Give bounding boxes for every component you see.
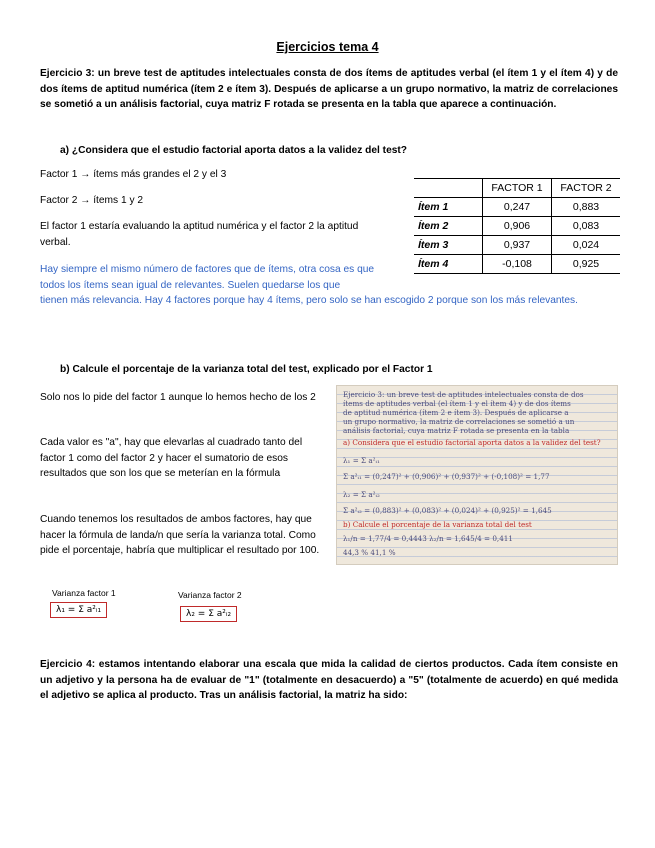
- table-header-empty: [414, 179, 483, 198]
- answer-b-paragraph-2: Cada valor es "a", hay que elevarlas al cuadrado tanto del factor 1 como del factor 2 y hacer el sumatorio de esos resultados que son los que se meterían en la fórmula: [40, 437, 303, 479]
- table-cell-factor-1: 0,906: [483, 217, 552, 236]
- photo-line: b) Calcule el porcentaje de la varianza total del test: [343, 520, 532, 529]
- table-row: [414, 198, 620, 217]
- factor-matrix-table: [414, 178, 620, 274]
- photo-line: Σ a²ᵢ₁ = (0,247)² + (0,906)² + (0,937)² + (-0,108)² = 1,77: [343, 472, 550, 481]
- table-item-label: Ítem 3: [414, 236, 483, 255]
- table-cell-factor-2: 0,024: [552, 236, 621, 255]
- handwritten-notes-photo: [336, 385, 618, 565]
- photo-line: de aptitud numérica (ítem 2 e ítem 3). Después de aplicarse a: [343, 408, 569, 417]
- varianza-factor-1-formula: λ₁ = Σ a²ᵢ₁: [50, 602, 107, 618]
- table-row: [414, 255, 620, 274]
- table-item-label: Ítem 4: [414, 255, 483, 274]
- page-title: Ejercicios tema 4: [276, 40, 379, 54]
- answer-a-line-3: El factor 1 estaría evaluando la aptitud numérica y el factor 2 la aptitud verbal.: [40, 221, 359, 248]
- varianza-factor-2-formula: λ₂ = Σ a²ᵢ₂: [180, 606, 237, 622]
- exercise-4-statement: Ejercicio 4: estamos intentando elaborar una escala que mida la calidad de ciertos productos. Cada ítem consiste en un adjetivo y la persona ha de evaluar de "1" (totalmente en desacuerdo) a "5" (totalmente de acuerdo) en qué medida el adjetivo se aplica al producto. Tras un análisis factorial, la matriz ha sido:: [40, 659, 618, 701]
- photo-line: λ₁/n = 1,77/4 = 0,4443 λ₂/n = 1,645/4 = 0,411: [343, 534, 513, 543]
- answer-a-note-left: Hay siempre el mismo número de factores que de ítems, otra cosa es que todos los ítems sean igual de relevantes. Suelen quedarse los que: [40, 264, 375, 291]
- table-row: [414, 236, 620, 255]
- photo-line: λ₂ = Σ a²ᵢ₂: [343, 490, 380, 499]
- photo-line: λ₁ = Σ a²ᵢ₁: [343, 456, 380, 465]
- photo-line: un grupo normativo, la matriz de correlaciones se sometió a un: [343, 417, 575, 426]
- table-header-factor-2: FACTOR 2: [552, 179, 621, 198]
- photo-line: ítems de aptitudes verbal (el ítem 1 y el ítem 4) y de dos ítems: [343, 399, 571, 408]
- question-a: a) ¿Considera que el estudio factorial aporta datos a la validez del test?: [60, 145, 408, 156]
- varianza-factor-1-label: [52, 588, 116, 598]
- photo-line: análisis factorial, cuya matriz F rotada se presenta en la tabla: [343, 426, 570, 435]
- table-cell-factor-2: 0,925: [552, 255, 621, 274]
- answer-b-paragraph-1: Solo nos lo pide del factor 1 aunque lo hemos hecho de los 2: [40, 392, 316, 403]
- table-cell-factor-1: -0,108: [483, 255, 552, 274]
- table-cell-factor-2: 0,883: [552, 198, 621, 217]
- photo-line: Ejercicio 3: un breve test de aptitudes intelectuales consta de dos: [343, 390, 584, 399]
- table-cell-factor-1: 0,937: [483, 236, 552, 255]
- table-item-label: Ítem 2: [414, 217, 483, 236]
- varianza-factor-1-text: Varianza factor 1: [52, 588, 116, 598]
- answer-b-paragraph-3: Cuando tenemos los resultados de ambos factores, hay que hacer la fórmula de landa/n que sería la varianza total. Como pide el porcentaje, habría que multiplicar el resultado por 100.: [40, 514, 320, 556]
- varianza-factor-2-label: Varianza factor 2: [178, 590, 242, 600]
- question-b: b) Calcule el porcentaje de la varianza total del test, explicado por el Factor 1: [60, 364, 433, 375]
- answer-a-line-2: Factor 2 → ítems 1 y 2: [40, 195, 144, 206]
- table-header-factor-1: FACTOR 1: [483, 179, 552, 198]
- answer-a-note-full: tienen más relevancia. Hay 4 factores porque hay 4 ítems, pero solo se han escogido 2 porque son los más relevantes.: [40, 295, 578, 306]
- table-cell-factor-1: 0,247: [483, 198, 552, 217]
- photo-line: a) Considera que el estudio factorial aporta datos a la validez del test?: [343, 438, 601, 447]
- table-cell-factor-2: 0,083: [552, 217, 621, 236]
- table-row: [414, 217, 620, 236]
- photo-line: 44,3 % 41,1 %: [343, 548, 396, 557]
- answer-a-line-1: Factor 1 → ítems más grandes el 2 y el 3: [40, 169, 227, 180]
- exercise-3-statement: Ejercicio 3: un breve test de aptitudes intelectuales consta de dos ítems de aptitudes verbal (el ítem 1 y el ítem 4) y de dos ítems de aptitud numérica (ítem 2 e ítem 3). Después de aplicarse a un grupo normativo, la matriz de correlaciones se sometió a un análisis factorial, cuya matriz F rotada se presenta en la tabla que aparece a continuación.: [40, 68, 618, 110]
- photo-line: Σ a²ᵢ₂ = (0,883)² + (0,083)² + (0,024)² + (0,925)² = 1,645: [343, 506, 552, 515]
- table-item-label: Ítem 1: [414, 198, 483, 217]
